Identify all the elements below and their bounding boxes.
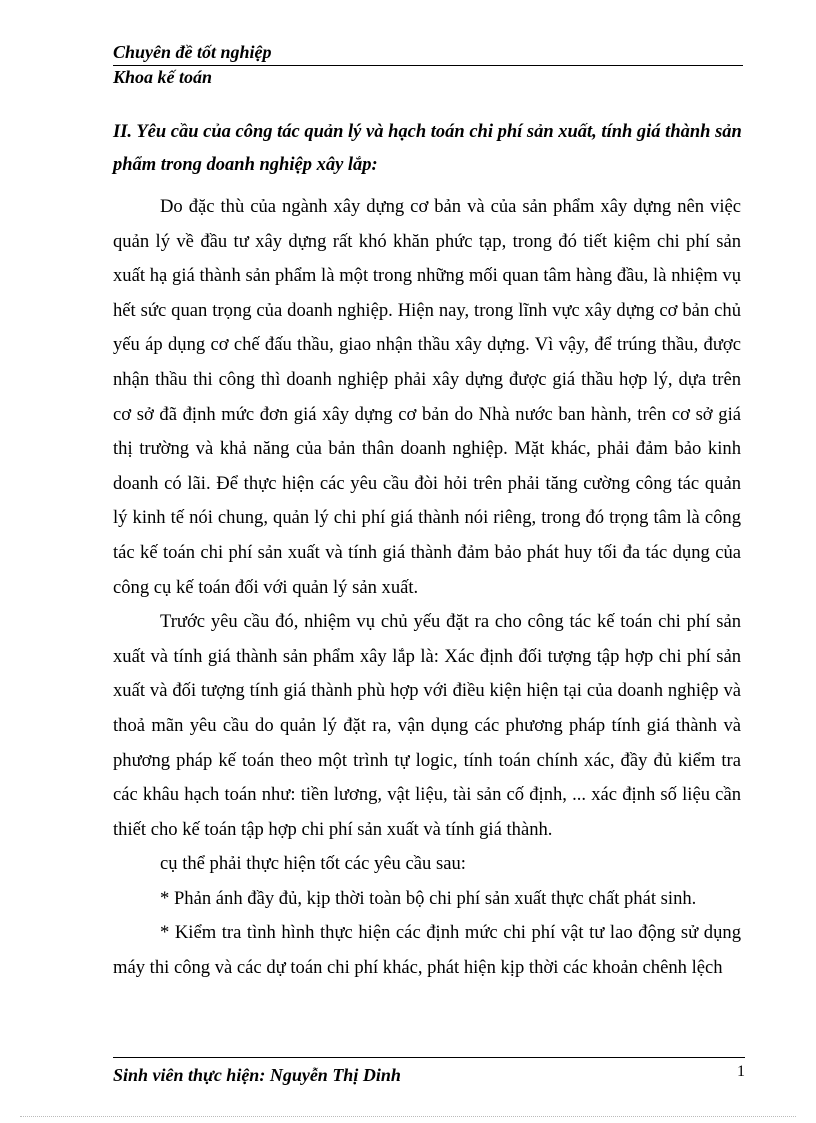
paragraph: Trước yêu cầu đó, nhiệm vụ chủ yếu đặt ra cho công tác kế toán chi phí sản xuất và tính giá thành sản phẩm xây lắp là: Xác định đối tượng tập hợp chi phí sản xuất và đối tượng tính giá thành phù hợp với điều kiện hiện tại của doanh nghiệp và thoả mãn yêu cầu do quản lý đặt ra, vận dụng các phương pháp tính giá thành và phương pháp kế toán theo một trình tự logic, tính toán chính xác, đầy đủ kiểm tra các khâu hạch toán như: tiền lương, vật liệu, tài sản cố định, ... xác định số liệu cần thiết cho kế toán tập hợp chi phí sản xuất và tính giá thành.	[113, 611, 741, 840]
page-header	[113, 40, 743, 88]
author-line: Sinh viên thực hiện: Nguyễn Thị Dinh	[113, 1065, 401, 1085]
body-text	[113, 190, 741, 986]
paragraph: cụ thể phải thực hiện tốt các yêu cầu sau:	[160, 853, 466, 875]
paragraph: * Kiểm tra tình hình thực hiện các định mức chi phí vật tư lao động sử dụng máy thi công và các dự toán chi phí khác, phát hiện kịp thời các khoản chênh lệch	[113, 922, 741, 979]
page-footer	[113, 1057, 745, 1086]
page-boundary	[20, 1116, 796, 1117]
faculty-name: Khoa kế toán	[113, 67, 213, 87]
section-heading: II. Yêu cầu của công tác quản lý và hạch toán chi phí sản xuất, tính giá thành sản phẩm trong doanh nghiệp xây lắp:	[113, 122, 742, 175]
document-topic: Chuyên đề tốt nghiệp	[113, 40, 743, 66]
page-number: 1	[737, 1063, 745, 1080]
paragraph: * Phản ánh đầy đủ, kịp thời toàn bộ chi phí sản xuất thực chất phát sinh.	[160, 887, 697, 909]
paragraph: Do đặc thù của ngành xây dựng cơ bản và của sản phẩm xây dựng nên việc quản lý về đầu tư xây dựng rất khó khăn phức tạp, trong đó tiết kiệm chi phí sản xuất hạ giá thành sản phẩm là một trong những mối quan tâm hàng đầu, là nhiệm vụ hết sức quan trọng của doanh nghiệp. Hiện nay, trong lĩnh vực xây dựng cơ bản chủ yếu áp dụng cơ chế đấu thầu, giao nhận thầu xây dựng. Vì vậy, để trúng thầu, được nhận thầu thi công thì doanh nghiệp phải xây dựng được giá thầu hợp lý, dựa trên cơ sở đã định mức đơn giá xây dựng cơ bản do Nhà nước ban hành, trên cơ sở giá thị trường và khả năng của bản thân doanh nghiệp. Mặt khác, phải đảm bảo kinh doanh có lãi. Để thực hiện các yêu cầu đòi hỏi trên phải tăng cường công tác quản lý kinh tế nói chung, quản lý chi phí giá thành nói riêng, trong đó trọng tâm là công tác kế toán chi phí sản xuất và tính giá thành đảm bảo phát huy tối đa tác dụng của công cụ kế toán đối với quản lý sản xuất.	[113, 196, 741, 598]
